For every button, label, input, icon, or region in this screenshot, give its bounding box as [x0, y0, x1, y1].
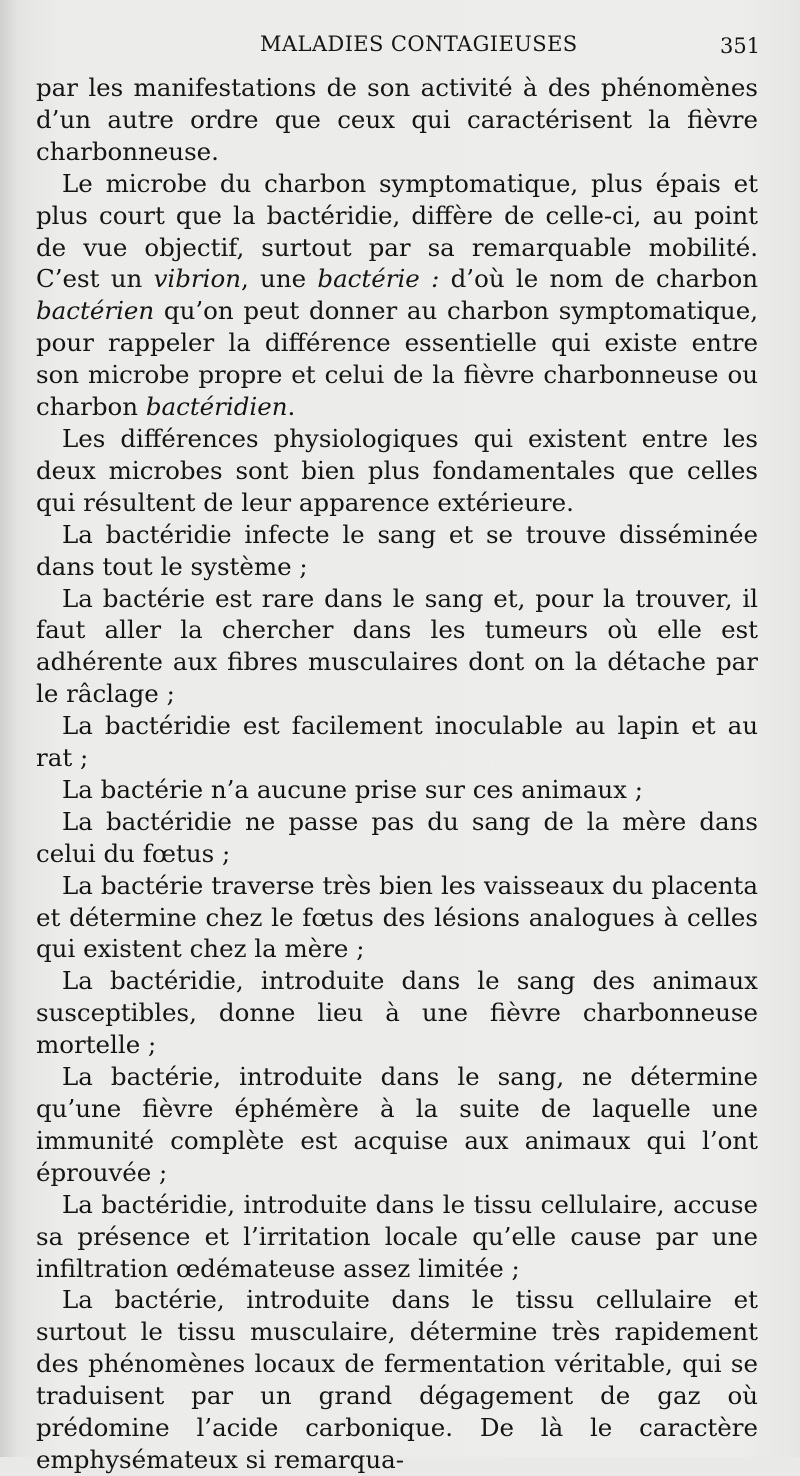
- paragraph-bacteridie-inoculable: La bactéridie est facilement inoculable au lapin et au rat ;: [36, 711, 758, 773]
- text-run: .: [287, 392, 296, 422]
- paragraph-bacterie-placenta: La bactérie traverse très bien les vaisseaux du placenta et détermine chez le fœtus des lésions analogues à celles qui existent chez la mère ;: [36, 870, 758, 964]
- paragraph-differences: Les différences physiologiques qui existent entre les deux microbes sont bien plus fondamentales que celles qui résultent de leur apparence extérieure.: [36, 423, 758, 517]
- paragraph-bacteridie-fetus: La bactéridie ne passe pas du sang de la mère dans celui du fœtus ;: [36, 806, 758, 868]
- paragraph-bacteridie-fever: La bactéridie, introduite dans le sang des animaux susceptibles, donne lieu à une fièvre charbonneuse mortelle ;: [36, 966, 758, 1060]
- paragraph-bacteridie-tissue: La bactéridie, introduite dans le tissu cellulaire, accuse sa présence et l’irritation locale qu’elle cause par une infiltration œdémateuse assez limitée ;: [36, 1189, 758, 1283]
- text-run: , une: [241, 264, 318, 294]
- text-run: Le microbe du charbon symptomatique, plus épais et plus court que la bactéridie, diffère de celle-ci, au point de vue objectif, surtout par sa remarquable mobilité. C’est un: [36, 168, 758, 294]
- paragraph-bacterie-tumors: La bactérie est rare dans le sang et, pour la trouver, il faut aller la chercher dans les tumeurs où elle est adhérente aux fibres musculaires dont on la détache par le râclage ;: [36, 583, 758, 709]
- paragraph-bacterie-no-hold: La bactérie n’a aucune prise sur ces animaux ;: [62, 774, 643, 804]
- paragraph-bacterie-fermentation: La bactérie, introduite dans le tissu cellulaire et surtout le tissu musculaire, détermine très rapidement des phénomènes locaux de fermentation véritable, qui se traduisent par un grand dégagement de gaz où prédomine l’acide carbonique. De là le caractère emphysémateux si remarqua-: [36, 1285, 758, 1474]
- page-header: [0, 30, 800, 70]
- text-run: d’où le nom de charbon: [439, 264, 758, 294]
- paragraph-microbe-description: [36, 168, 758, 423]
- running-head: MALADIES CONTAGIEUSES: [260, 32, 578, 56]
- page-number: 351: [720, 34, 761, 58]
- text-run: qu’on peut donner au charbon symptomatique, pour rappeler la différence essentielle qui existe entre son microbe propre et celui de la fièvre charbonneuse ou charbon: [36, 296, 758, 422]
- paragraph-bacterie-immunity: La bactérie, introduite dans le sang, ne détermine qu’une fièvre éphémère à la suite de laquelle une immunité complète est acquise aux animaux qui l’ont éprouvée ;: [36, 1062, 758, 1187]
- paragraph-continuation: par les manifestations de son activité à des phénomènes d’un autre ordre que ceux qui caractérisent la fièvre charbonneuse.: [36, 73, 758, 166]
- paragraph-bacteridie-blood: La bactéridie infecte le sang et se trouve disséminée dans tout le système ;: [36, 519, 758, 581]
- body-text: [36, 72, 758, 1476]
- italic-term-vibrion: vibrion: [153, 264, 241, 294]
- italic-term-bacterie: bactérie :: [317, 264, 440, 294]
- italic-term-bacteridien: bactéridien: [145, 392, 288, 422]
- italic-term-bacterien: bactérien: [36, 296, 155, 326]
